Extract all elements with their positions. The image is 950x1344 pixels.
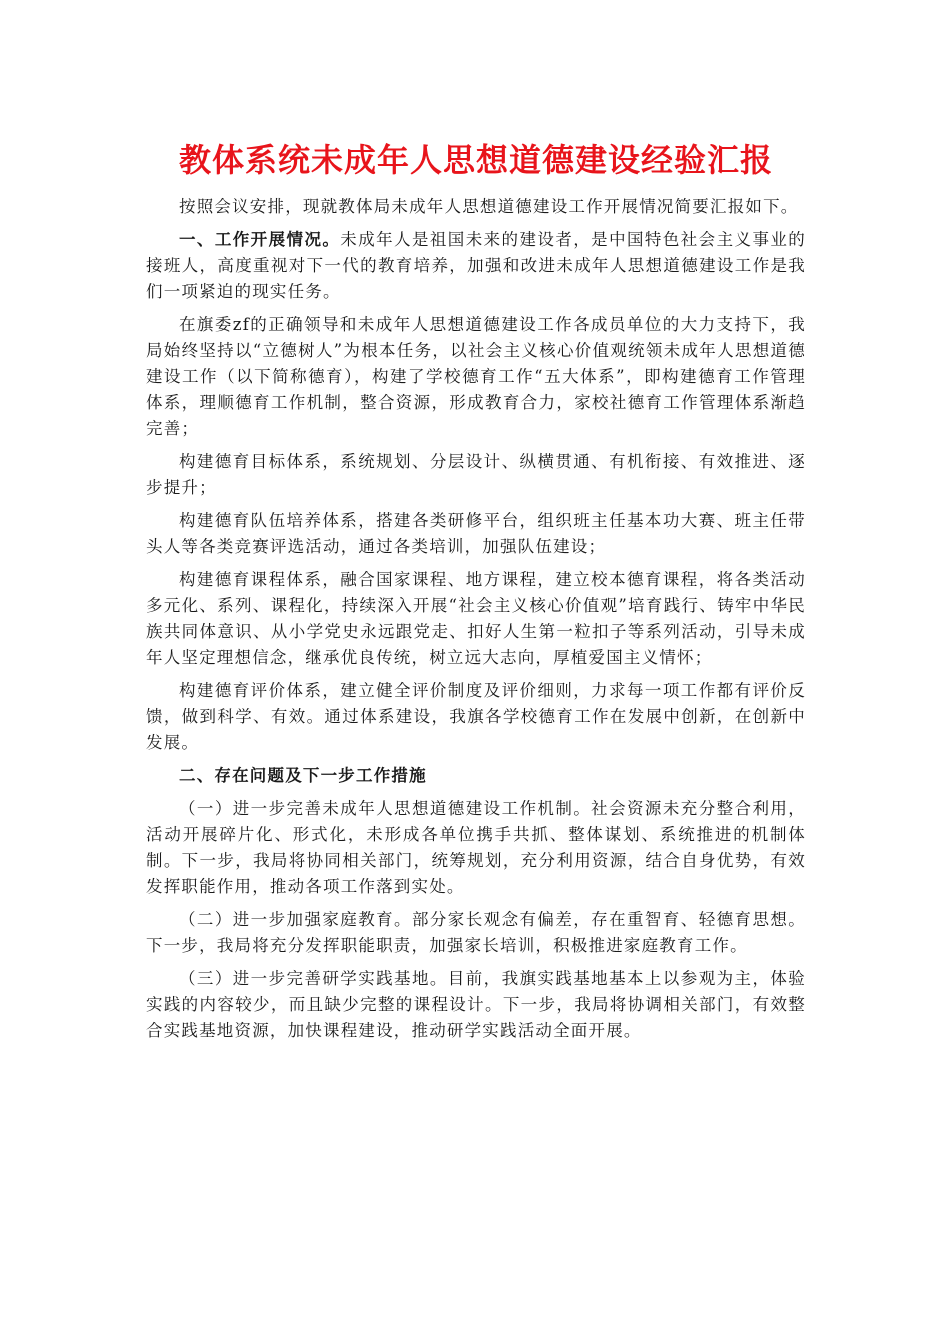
body-paragraph: 在旗委zf的正确领导和未成年人思想道德建设工作各成员单位的大力支持下，我局始终坚持以“立德树人”为根本任务，以社会主义核心价值观统领未成年人思想道德建设工作（以下简称德育），构建了学校德育工作“五大体系”，即构建德育工作管理体系，理顺德育工作机制，整合资源，形成教育合力，家校社德育工作管理体系渐趋完善； (146, 315, 806, 438)
measure-paragraph: （一）进一步完善未成年人思想道德建设工作机制。社会资源未充分整合利用，活动开展碎片化、形式化，未形成各单位携手共抓、整体谋划、系统推进的机制体制。下一步，我局将协同相关部门，统筹规划，充分利用资源，结合自身优势，有效发挥职能作用，推动各项工作落到实处。 (146, 799, 806, 896)
measure-paragraph: （二）进一步加强家庭教育。部分家长观念有偏差，存在重智育、轻德育思想。下一步，我局将充分发挥职能职责，加强家长培训，积极推进家庭教育工作。 (146, 910, 806, 955)
section-1-heading: 一、工作开展情况。 (179, 230, 341, 249)
section-1-lead: 未成年人是祖国未来的建设者，是中国特色社会主义事业的接班人，高度重视对下一代的教育培养，加强和改进未成年人思想道德建设工作是我们一项紧迫的现实任务。 (146, 230, 806, 301)
document-title: 教体系统未成年人思想道德建设经验汇报 (178, 141, 773, 179)
intro-paragraph: 按照会议安排，现就教体局未成年人思想道德建设工作开展情况简要汇报如下。 (179, 197, 799, 216)
document-page (146, 138, 806, 1051)
section-1-paragraph (146, 227, 806, 305)
section-2-heading: 二、存在问题及下一步工作措施 (179, 766, 427, 785)
measure-paragraph: （三）进一步完善研学实践基地。目前，我旗实践基地基本上以参观为主，体验实践的内容较少，而且缺少完整的课程设计。下一步，我局将协调相关部门，有效整合实践基地资源，加快课程建设，推动研学实践活动全面开展。 (146, 969, 806, 1040)
body-paragraph: 构建德育评价体系，建立健全评价制度及评价细则，力求每一项工作都有评价反馈，做到科学、有效。通过体系建设，我旗各学校德育工作在发展中创新，在创新中发展。 (146, 681, 806, 752)
body-paragraph: 构建德育队伍培养体系，搭建各类研修平台，组织班主任基本功大赛、班主任带头人等各类竞赛评选活动，通过各类培训，加强队伍建设； (146, 511, 806, 556)
body-paragraph: 构建德育课程体系，融合国家课程、地方课程，建立校本德育课程，将各类活动多元化、系列、课程化，持续深入开展“社会主义核心价值观”培育践行、铸牢中华民族共同体意识、从小学党史永远跟党走、扣好人生第一粒扣子等系列活动，引导未成年人坚定理想信念，继承优良传统，树立远大志向，厚植爱国主义情怀； (146, 570, 806, 667)
body-paragraph: 构建德育目标体系，系统规划、分层设计、纵横贯通、有机衔接、有效推进、逐步提升； (146, 452, 806, 497)
